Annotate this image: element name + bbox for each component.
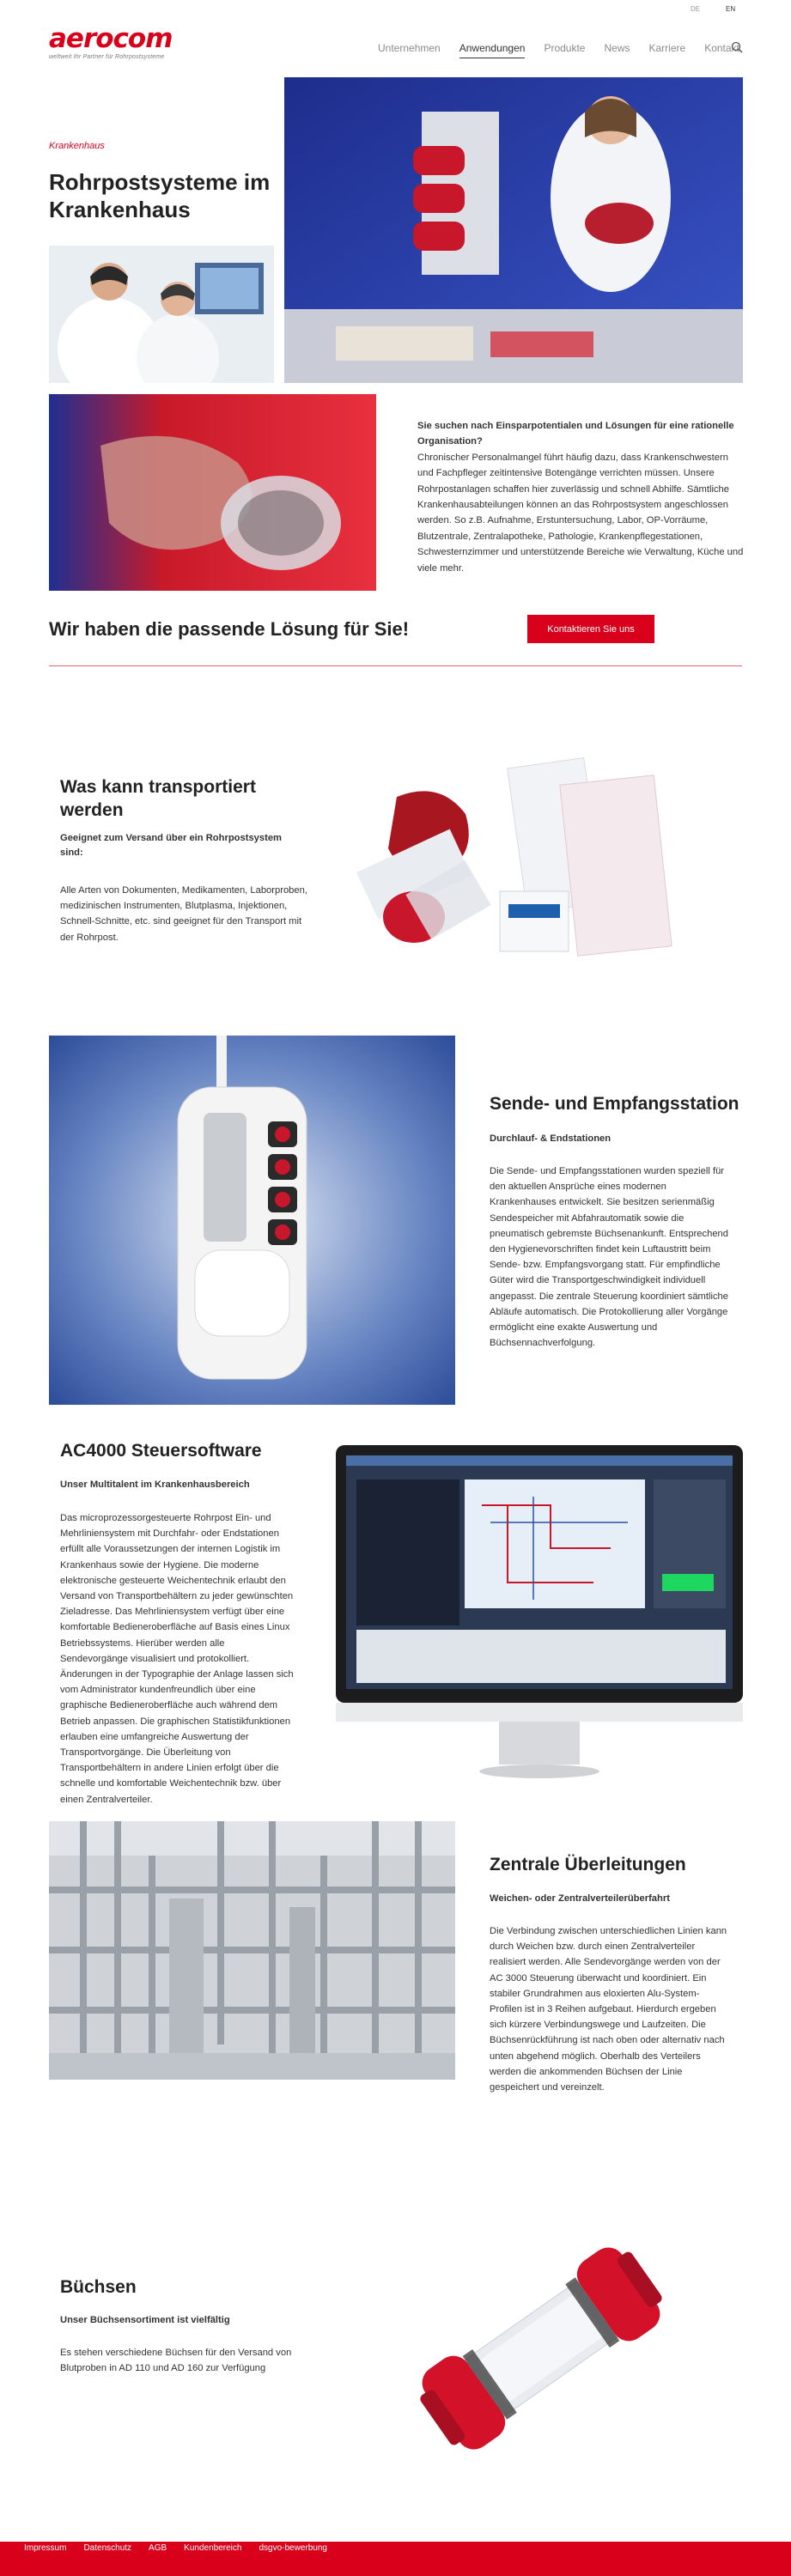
cans-body: Es stehen verschiedene Büchsen für den Versand von Blutproben in AD 110 und AD 160 zur Verfügung [60, 2348, 292, 2374]
transfer-body: Die Verbindung zwischen unterschiedlichen Linien kann durch Weichen bzw. durch einen Zentralverteiler realisiert werden. Alle Sendevorgänge werden von der AC 3000 Steuerung überwacht und koordiniert. Ein stabiler Grundrahmen aus eloxierten Alu-System-Profilen ist in 3 Reihen aufgebaut. Hierdurch ergeben sich kürzere Verbindungswege und Laufzeiten. Die Büchsenrückführung ist nach oben oder alternativ nach unten abgehend möglich. Oberhalb des Verteilers werden die ankommenden Büchsen der Linie gespeichert und vereinzelt. [490, 1926, 727, 2093]
language-de[interactable]: DE [691, 5, 701, 13]
section-divider [49, 665, 742, 666]
doctors-image [49, 246, 274, 383]
nav-anwendungen[interactable]: Anwendungen [459, 42, 526, 58]
software-subtitle: Unser Multitalent im Krankenhausbereich [60, 1479, 250, 1490]
hero-lab-image [284, 77, 743, 383]
blood-bag-image [49, 394, 376, 591]
software-title: AC4000 Steuersoftware [60, 1441, 262, 1461]
transport-subtitle: Geeignet zum Versand über ein Rohrpostsystem sind: [60, 833, 283, 858]
footer-link-datenschutz[interactable]: Datenschutz [83, 2543, 132, 2553]
nav-produkte[interactable]: Produkte [544, 42, 586, 54]
cans-title: Büchsen [60, 2277, 137, 2297]
transfer-subtitle: Weichen- oder Zentralverteilerüberfahrt [490, 1893, 670, 1904]
footer-link-dsgvo[interactable]: dsgvo-bewerbung [259, 2543, 327, 2553]
intro-body: Chronischer Personalmangel führt häufig dazu, dass Krankenschwestern und Fachpfleger zeitintensive Botengänge verrichten müssen. Unsere Rohrpostanlagen schaffen hier zuverlässig und schnell Abhilfe. Sämtliche Krankenhausabteilungen können an das Rohrpostsystem angeschlossen werden. So z.B. Aufnahme, Erstuntersuchung, Labor, OP-Vorräume, Blutzentrale, Zentralapotheke, Pathologie, Krankenpflegestationen, Schwesternzimmer und unterstützende Bereiche wie Verwaltung, Küche und viele mehr. [417, 452, 744, 574]
transport-title: Was kann transportiert werden [60, 777, 256, 820]
footer-link-agb[interactable]: AGB [149, 2543, 167, 2553]
cta-heading: Wir haben die passende Lösung für Sie! [49, 618, 410, 640]
page-title: Rohrpostsysteme im Krankenhaus [49, 169, 271, 222]
logo-wordmark: aerocom [49, 23, 173, 54]
software-body: Das microprozessorgesteuerte Rohrpost Ein- und Mehrliniensystem mit Durchfahr- oder Endstationen erfüllt alle Voraussetzungen der internen Logistik im Krankenhaus sowie der Hygiene. Die moderne elektronische gesteuerte Weichentechnik erlaubt den Versand von Transportbehältern zu jeder gewünschten Zieladresse. Das Mehrliniensystem verfügt über eine komfortable Bedieneroberfläche auf Basis eines Linux Betriebssystems. Hierüber werden alle Sendevorgänge visualisiert und protokolliert. Änderungen in der Typographie der Anlage lassen sich vom Administrator kundenfreundlich über eine graphische Bedieneroberfläche auch während dem Betrieb anpassen. Die graphischen Statistikfunktionen erlauben eine umfangreiche Auswertung der Transportvorgänge. Die Überleitung von Transportbehältern in andere Linien erfolgt über die schnelle und komfortable Weichentechnik bzw. über einen Zentralverteiler. [60, 1513, 294, 1805]
medical-items-image [337, 745, 704, 977]
nav-kontakt[interactable]: Kontakt [704, 42, 739, 54]
intro-question: Sie suchen nach Einsparpotentialen und Lösungen für eine rationelle Organisation? [417, 421, 734, 447]
station-title: Sende- und Empfangsstation [490, 1094, 739, 1114]
station-body: Die Sende- und Empfangsstationen wurden speziell für den aktuellen Ansprüche eines modernen Krankenhauses entwickelt. Sie besitzen serienmäßig Sendespeicher mit Abfahrautomatik sowie die pneumatisch gebremste Büchsenankunft. Entsprechend den Hygienevorschriften findet kein Luftaustritt beim Sende- bzw. Empfangsvorgang statt. Für empfindliche Güter wird die Transportgeschwindigkeit individuell angepasst. Die zentrale Steuerung koordiniert sämtliche Abläufe automatisch. Die Protokollierung aller Vorgänge ermöglicht eine exakte Auswertung und Büchsennachverfolgung. [490, 1166, 728, 1349]
nav-news[interactable]: News [604, 42, 630, 54]
transport-body: Alle Arten von Dokumenten, Medikamenten, Laborproben, medizinischen Instrumenten, Blutplasma, Injektionen, Schnell-Schnitte, etc. sind geeignet für den Transport mit der Rohrpost. [60, 885, 307, 943]
footer-link-kundenbereich[interactable]: Kundenbereich [184, 2543, 242, 2553]
main-nav [378, 42, 758, 58]
footer-link-impressum[interactable]: Impressum [24, 2543, 67, 2553]
cans-image [378, 2233, 704, 2464]
nav-unternehmen[interactable]: Unternehmen [378, 42, 441, 54]
search-icon[interactable] [731, 41, 743, 53]
footer-links [24, 2543, 344, 2553]
logo[interactable] [49, 23, 173, 60]
station-image [49, 1036, 455, 1405]
intro-text [417, 418, 744, 576]
transfer-title: Zentrale Überleitungen [490, 1855, 686, 1874]
language-en[interactable]: EN [726, 5, 736, 13]
cans-subtitle: Unser Büchsensortiment ist vielfältig [60, 2315, 230, 2325]
station-subtitle: Durchlauf- & Endstationen [490, 1133, 612, 1144]
logo-tagline: weltweit Ihr Partner für Rohrpostsysteme [49, 54, 165, 60]
transfer-system-image [49, 1821, 455, 2080]
contact-button[interactable]: Kontaktieren Sie uns [527, 615, 654, 643]
software-monitor-image [336, 1445, 743, 1783]
category-label: Krankenhaus [49, 141, 105, 151]
nav-karriere[interactable]: Karriere [648, 42, 686, 54]
